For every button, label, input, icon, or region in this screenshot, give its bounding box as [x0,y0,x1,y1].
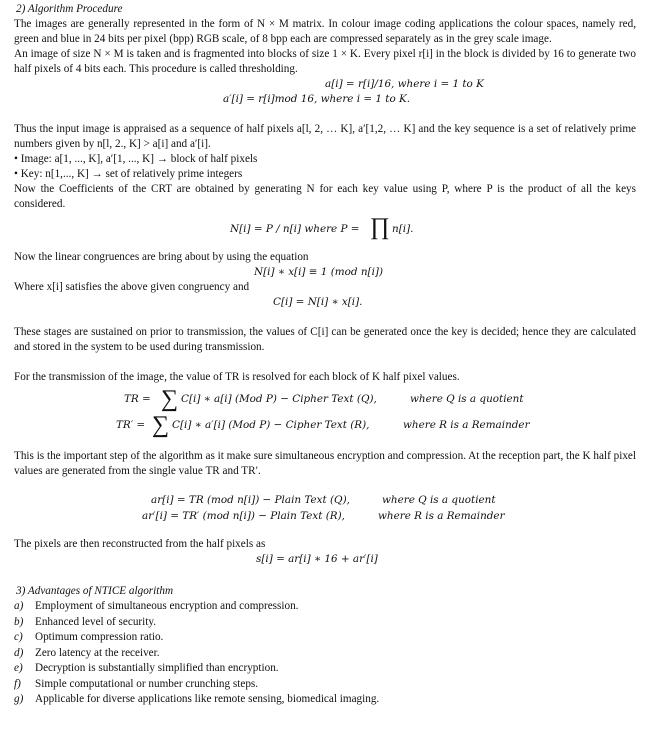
list-item-text: Employment of simultaneous encryption and compression. [35,600,299,612]
list-item-text: Simple computational or number crunching steps. [35,677,259,690]
section-heading-advantages: 3) Advantages of NTICE algorithm [16,585,174,597]
section-heading-algorithm-procedure: 2) Algorithm Procedure [16,3,123,15]
equation-text: ar[i] = TR (mod n[i]) − Plain Text (Q), [151,494,350,506]
paragraph-thresholding: An image of size N × M is taken and is fragmented into blocks of size 1 × K. Every pixel r[i] in the block is divided by 16 to generate two half pixels of 4 bits each. This procedure is called thresholding. [14,48,636,75]
equation-text: n[i]. [392,223,414,235]
equation-congruence [14,265,636,280]
equation-c-coefficient [14,295,636,310]
bullet-image: • Image: a[1, ..., K], a′[1, ..., K] → block of half pixels [14,153,258,165]
equation-n-product [14,212,636,242]
list-item [14,599,636,615]
paragraph-input-sequence: Thus the input image is appraised as a sequence of half pixels a[l, 2, … K], a′[1,2, … K] and the key sequence is a set of relatively prime numbers given by n[l, 2., K] > a[i] and a′[i]. [14,123,636,150]
list-item [14,615,636,631]
list-item-label: a) [14,600,24,612]
equation-half-pixel-a [14,77,636,92]
equation-text: TR = [124,393,151,405]
equation-note: where Q is a quotient [382,494,496,506]
list-item-label: b) [14,615,24,628]
list-item-label: e) [14,662,23,674]
list-item-text: Applicable for diverse applications like remote sensing, biomedical imaging. [35,693,380,705]
advantages-list [14,599,636,708]
equation-text: a[i] = r[i]/16, where i = 1 to K [325,78,484,90]
list-item-text: Optimum compression ratio. [35,631,164,643]
document-page [14,2,636,708]
sum-symbol: ∑ [152,412,170,438]
list-item-label: f) [14,677,21,690]
list-item-label: g) [14,693,24,705]
list-item-text: Zero latency at the receiver. [35,646,160,659]
paragraph-crt-coefficients: Now the Coefficients of the CRT are obtained by generating N for each key value using P, where P is the product of all the keys considered. [14,183,636,210]
equation-note: where R is a Remainder [403,419,530,431]
equation-text: C[i] ∗ a[i] (Mod P) − Cipher Text (Q), [181,393,377,405]
paragraph-text: Where x[i] satisfies the above given congruency and [14,281,250,293]
paragraph-reconstruction: The pixels are then reconstructed from the half pixels as [14,538,266,550]
paragraph-where-x [14,280,636,295]
equation-text: C[i] ∗ a′[i] (Mod P) − Cipher Text (R), [172,419,370,431]
equation-text: s[i] = ar[i] ∗ 16 + ar′[i] [256,553,378,565]
equation-text: ar′[i] = TR′ (mod n[i]) − Plain Text (R), [142,510,345,522]
equation-pixel-reconstruction [14,552,636,567]
equation-text: a′[i] = r[i]mod 16, where i = 1 to K. [223,93,411,105]
list-item [14,630,636,646]
sum-symbol: ∑ [161,386,179,412]
equation-text: N[i] ∗ x[i] ≡ 1 (mod n[i]) [254,266,384,278]
list-item-text: Enhanced level of security. [35,615,157,628]
equation-half-pixel-a-prime [14,92,636,107]
list-item [14,646,636,662]
paragraph-transmission: For the transmission of the image, the value of TR is resolved for each block of K half pixel values. [14,371,460,383]
list-item [14,661,636,677]
equation-text: N[i] = P / n[i] where P = [230,223,360,235]
equation-note: where R is a Remainder [378,510,505,522]
list-item [14,692,636,708]
bullet-key: • Key: n[1,..., K] → set of relatively prime integers [14,168,243,180]
paragraph-reception: This is the important step of the algorithm as it make sure simultaneous encryption and compression. At the reception part, the K half pixel values are generated from the single value TR and TR′. [14,450,636,477]
list-item [14,677,636,693]
equation-tr-prime [14,411,636,437]
paragraph-matrix-representation: The images are generally represented in the form of N × M matrix. In colour image coding applications the colour spaces, namely red, green and blue in 24 bits per pixel (bpp) RGB scale, of 8 bpp each are compressed separately as in the grey scale image. [14,18,636,45]
paragraph-linear-congruences: Now the linear congruences are bring about by using the equation [14,251,309,263]
list-item-label: d) [14,646,24,659]
equation-ar-prime [14,509,636,525]
product-symbol: ∏ [370,214,390,240]
equation-text: C[i] = N[i] ∗ x[i]. [273,296,363,308]
equation-ar [14,493,636,509]
list-item-label: c) [14,631,23,643]
paragraph-precomputation: These stages are sustained on prior to transmission, the values of C[i] can be generated once the key is decided; hence they are calculated and stored in the system to be used during transmission. [14,326,636,353]
equation-note: where Q is a quotient [410,393,524,405]
list-item-text: Decryption is substantially simplified than encryption. [35,662,279,674]
equation-tr [14,385,636,411]
equation-text: TR′ = [116,419,146,431]
